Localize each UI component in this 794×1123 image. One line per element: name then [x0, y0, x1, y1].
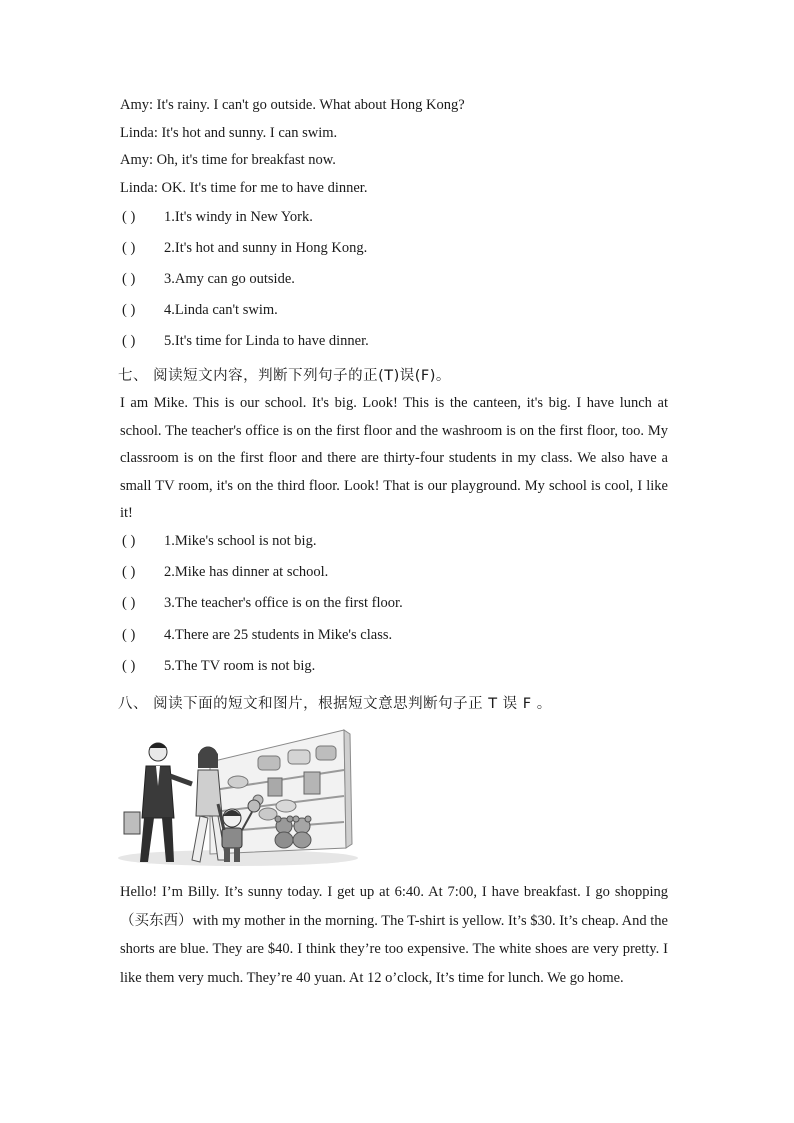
reading-passage-7: I am Mike. This is our school. It's big. Look! This is the canteen, it's big. I have lunch at school. The teacher's office is on the first floor and the washroom is on the first floor, too. My classroom is on the first floor and there are thirty-four students in my class. We also have a small TV room, it's on the third floor. Look! That is our playground. My school is cool, I like it! — [120, 395, 668, 521]
shopping-illustration — [118, 726, 366, 872]
reading-passage-8: Hello! I’m Billy. It’s sunny today. I get up at 6:40. At 7:00, I have breakfast. I go shopping （买东西）with my mother in the morning. The T-shirt is yellow. It’s $30. It’s cheap. And the shorts are blue. They are $40. I think they’re too expensive. The white shoes are very pretty. I like them very much. They’re 40 yuan. At 12 o’clock, It’s time for lunch. We go home. — [120, 884, 668, 986]
question-text: 4.There are 25 students in Mike's class. — [164, 627, 393, 643]
question-text: 1.It's windy in New York. — [164, 209, 313, 225]
section-heading-8: 八、 阅读下面的短文和图片，根据短文意思判断句子正 T 误 F 。 — [118, 696, 552, 712]
answer-bracket[interactable]: ( ) — [122, 271, 136, 287]
question-row — [122, 595, 403, 612]
question-text: 5.It's time for Linda to have dinner. — [164, 333, 369, 349]
question-row — [122, 209, 313, 226]
question-row — [122, 240, 367, 257]
dialogue-line-2: Linda: It's hot and sunny. I can swim. — [120, 125, 338, 141]
dialogue-line-1: Amy: It's rainy. I can't go outside. What about Hong Kong? — [120, 97, 465, 113]
question-row — [122, 564, 328, 581]
question-row — [122, 627, 392, 644]
question-row — [122, 533, 316, 550]
answer-bracket[interactable]: ( ) — [122, 533, 136, 549]
answer-bracket[interactable]: ( ) — [122, 302, 136, 318]
dialogue-line-3: Amy: Oh, it's time for breakfast now. — [120, 152, 336, 168]
question-text: 3.Amy can go outside. — [164, 271, 295, 287]
question-text: 1.Mike's school is not big. — [164, 533, 317, 549]
section-heading-7: 七、 阅读短文内容，判断下列句子的正(T)误(F)。 — [118, 368, 451, 384]
question-text: 2.It's hot and sunny in Hong Kong. — [164, 240, 368, 256]
answer-bracket[interactable]: ( ) — [122, 209, 136, 225]
answer-bracket[interactable]: ( ) — [122, 627, 136, 643]
answer-bracket[interactable]: ( ) — [122, 658, 136, 674]
question-row — [122, 658, 315, 675]
answer-bracket[interactable]: ( ) — [122, 240, 136, 256]
answer-bracket[interactable]: ( ) — [122, 595, 136, 611]
question-text: 5.The TV room is not big. — [164, 658, 316, 674]
question-text: 4.Linda can't swim. — [164, 302, 278, 318]
question-text: 3.The teacher's office is on the first floor. — [164, 595, 403, 611]
answer-bracket[interactable]: ( ) — [122, 564, 136, 580]
question-text: 2.Mike has dinner at school. — [164, 564, 329, 580]
dialogue-line-4: Linda: OK. It's time for me to have dinner. — [120, 180, 368, 196]
question-row — [122, 333, 369, 350]
answer-bracket[interactable]: ( ) — [122, 333, 136, 349]
question-row — [122, 302, 278, 319]
question-row — [122, 271, 295, 288]
